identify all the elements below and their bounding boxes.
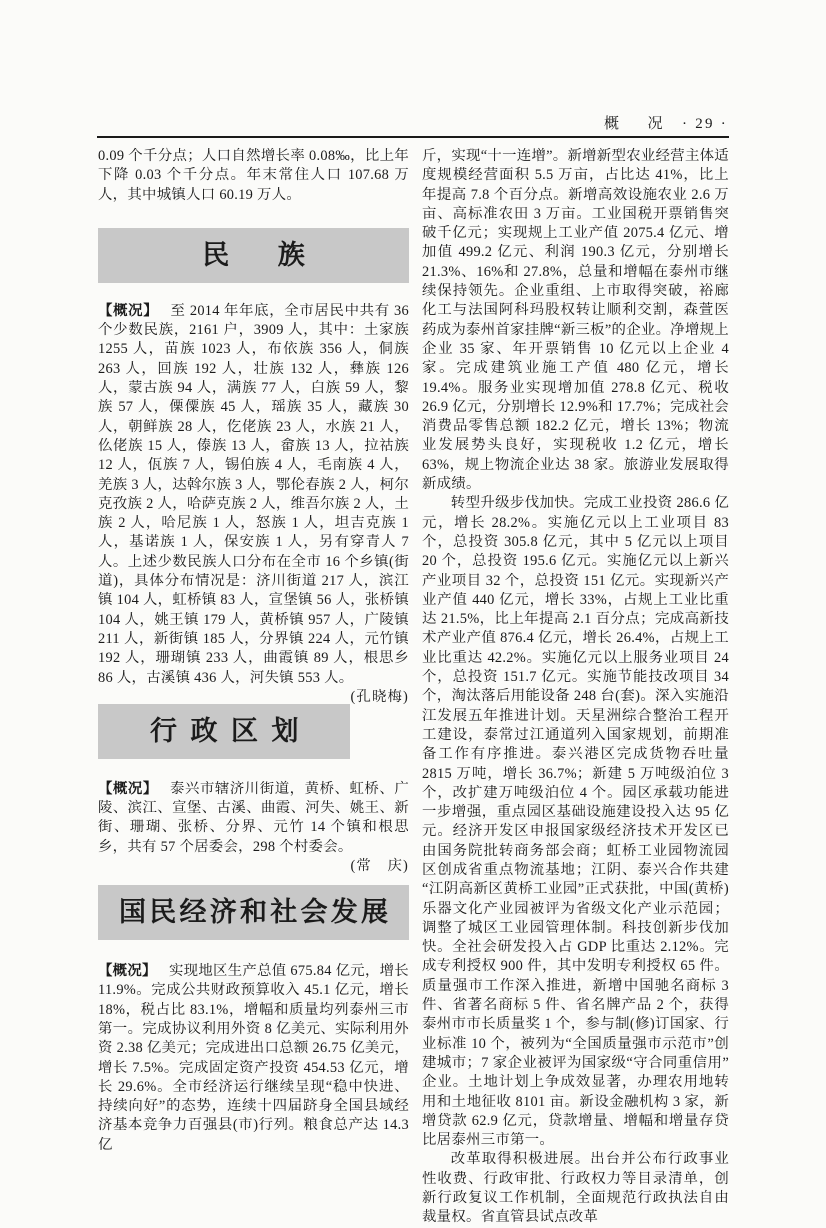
section-title-economy-society: 国民经济和社会发展 xyxy=(119,896,392,927)
header-rule xyxy=(97,136,729,138)
overview-label: 【概况】 xyxy=(98,963,157,980)
column-right xyxy=(422,147,729,1228)
header-page-number: · 29 · xyxy=(682,116,728,132)
economy-society-continuation-paragraph: 斤，实现“十一连增”。新增新型农业经营主体适度规模经营面积 5.5 万亩，占比达 41%，比上年提高 7.8 个百分点。新增高效设施农业 2.6 万亩、高标准农田 3 万亩。工业国税开票销售突破千亿元；实现规上工业产值 2075.4 亿元、增加值 499.2 亿元、利润 190.3 亿元，分别增长 21.3%、16%和 27.8%，总量和增幅在泰州市继续保持领先。企业重组、上市取得突破，裕廊化工与法国阿科玛股权转让顺利交割，森萱医药成为泰州首家挂牌“新三板”的企业。净增规上企业 35 家、年开票销售 10 亿元以上企业 4 家。完成建筑业施工产值 480 亿元，增长 19.4%。服务业实现增加值 278.8 亿元、税收 26.9 亿元，分别增长 12.9%和 17.7%；完成社会消费品零售总额 182.2 亿元，增长 13%；物流业发展势头良好，实现税收 1.2 亿元，增长 63%，规上物流企业达 38 家。旅游业发展取得新成绩。 xyxy=(422,148,729,493)
section-banner-economy-society xyxy=(98,885,409,940)
reform-progress-paragraph: 改革取得积极进展。出台并公布行政事业性收费、行政审批、行政权力等目录清单，创新行政复议工作机制，全面规范行政执法自由裁量权。省直管县试点改革 xyxy=(422,1151,729,1226)
administrative-divisions-overview-text: 泰兴市辖济川街道，黄桥、虹桥、广陵、滨江、宣堡、古溪、曲霞、河失、姚王、新街、珊瑚、张桥、分界、元竹 14 个镇和根思乡，共有 57 个居委会，298 个村委会。 xyxy=(98,780,410,855)
economy-society-overview-paragraph xyxy=(98,962,409,1155)
administrative-divisions-byline: (常 庆) xyxy=(350,858,409,875)
ethnic-groups-byline: (孔晓梅) xyxy=(350,688,409,705)
header-section-title: 概 况 xyxy=(603,116,670,132)
column-left xyxy=(98,147,409,1155)
administrative-divisions-overview-paragraph xyxy=(98,780,410,875)
section-banner-ethnic-groups xyxy=(98,228,409,283)
carryover-paragraph: 0.09 个千分点；人口自然增长率 0.08‰，比上年下降 0.03 个千分点。年末常住人口 107.68 万人，其中城镇人口 60.19 万人。 xyxy=(98,148,409,203)
section-banner-administrative-divisions xyxy=(98,704,350,759)
page-header xyxy=(98,112,728,133)
section-title-ethnic-groups: 民族 xyxy=(202,239,354,270)
transformation-upgrade-paragraph: 转型升级步伐加快。完成工业投资 286.6 亿元，增长 28.2%。实施亿元以上工业项目 83 个，总投资 305.8 亿元，其中 5 亿元以上项目 20 个，总投资 195.6 亿元。实施亿元以上新兴产业项目 32 个，总投资 151 亿元。实现新兴产业产值 440 亿元，增长 33%，占规上工业比重达 21.5%，比上年提高 2.1 百分点；完成高新技术产业产值 876.4 亿元，增长 26.4%，占规上工业比重达 42.2%。实施亿元以上服务业项目 24 个，总投资 151.7 亿元。实施节能技改项目 34 个，淘汰落后用能设备 248 台(套)。深入实施沿江发展五年推进计划。天星洲综合整治工程开工建设，泰常过江通道列入国家规划，前期准备工作有序推进。泰兴港区完成货物吞吐量 2815 万吨，增长 36.7%；新建 5 万吨级泊位 3 个，改扩建万吨级泊位 4 个。园区承载功能进一步增强，重点园区基础设施建设投入达 95 亿元。经济开发区申报国家级经济技术开发区已由国务院批转商务部会商；虹桥工业园物流园区创成省重点物流基地；江阴、泰兴合作共建“江阴高新区黄桥工业园”正式获批，中国(黄桥)乐器文化产业园被评为省级文化产业示范园；调整了城区工业园管理体制。科技创新步伐加快。全社会研发投入占 GDP 比重达 2.12%。完成专利授权 900 件，其中发明专利授权 65 件。质量强市工作深入推进，新增中国驰名商标 3 件、省著名商标 5 件、省名牌产品 2 个，获得泰州市市长质量奖 1 个，参与制(修)订国家、行业标准 10 个，被列为“全国质量强市示范市”创建城市；7 家企业被评为国家级“守合同重信用”企业。土地计划上争成效显著，办理农用地转用和土地征收 8101 亩。新设金融机构 3 家，新增贷款 62.9 亿元，贷款增量、增幅和增量存贷比居泰州三市第一。 xyxy=(422,495,729,1149)
section-title-administrative-divisions: 行政区划 xyxy=(149,715,312,746)
overview-label: 【概况】 xyxy=(98,302,159,319)
ethnic-groups-overview-text: 至 2014 年年底，全市居民中共有 36 个少数民族，2161 户，3909 人，其中：土家族 1255 人，苗族 1023 人，布依族 356 人，侗族 263 人，回族 192 人，壮族 132 人，彝族 126 人，蒙古族 94 人，满族 77 人，白族 59 人，黎族 57 人，傈僳族 45 人，瑶族 35 人，藏族 30 人，朝鲜族 28 人，仡佬族 23 人，水族 21 人，仫佬族 15 人，傣族 13 人，畲族 13 人，拉祜族 12 人，佤族 7 人，锡伯族 4 人，毛南族 4 人，羌族 3 人，达斡尔族 3 人，鄂伦春族 2 人，柯尔克孜族 2 人，哈萨克族 2 人，维吾尔族 2 人，土族 2 人，哈尼族 1 人，怒族 1 人，坦吉克族 1 人，基诺族 1 人，保安族 1 人，另有穿青人 7 人。上述少数民族人口分布在全市 16 个乡镇(街道)，具体分布情况是：济川街道 217 人，滨江镇 104 人，虹桥镇 83 人，宣堡镇 56 人，张桥镇 104 人，姚王镇 179 人，黄桥镇 957 人，广陵镇 211 人，新街镇 185 人，分界镇 224 人，元竹镇 192 人，珊瑚镇 233 人，曲霞镇 89 人，根思乡 86 人，古溪镇 436 人，河失镇 553 人。 xyxy=(98,302,409,686)
economy-society-overview-text: 实现地区生产总值 675.84 亿元，增长 11.9%。完成公共财政预算收入 45.1 亿元，增长 18%，税占比 83.1%，增幅和质量均列泰州三市第一。完成协议利用外资 8 亿美元、实际利用外资 2.38 亿美元；完成进出口总额 26.75 亿美元，增长 7.5%。完成固定资产投资 454.53 亿元，增长 29.6%。全市经济运行继续呈现“稳中快进、持续向好”的态势，连续十四届跻身全国县域经济基本竞争力百强县(市)行列。粮食总产达 14.3 亿 xyxy=(98,963,409,1153)
ethnic-groups-overview-paragraph xyxy=(98,302,409,705)
overview-label: 【概况】 xyxy=(98,780,158,797)
